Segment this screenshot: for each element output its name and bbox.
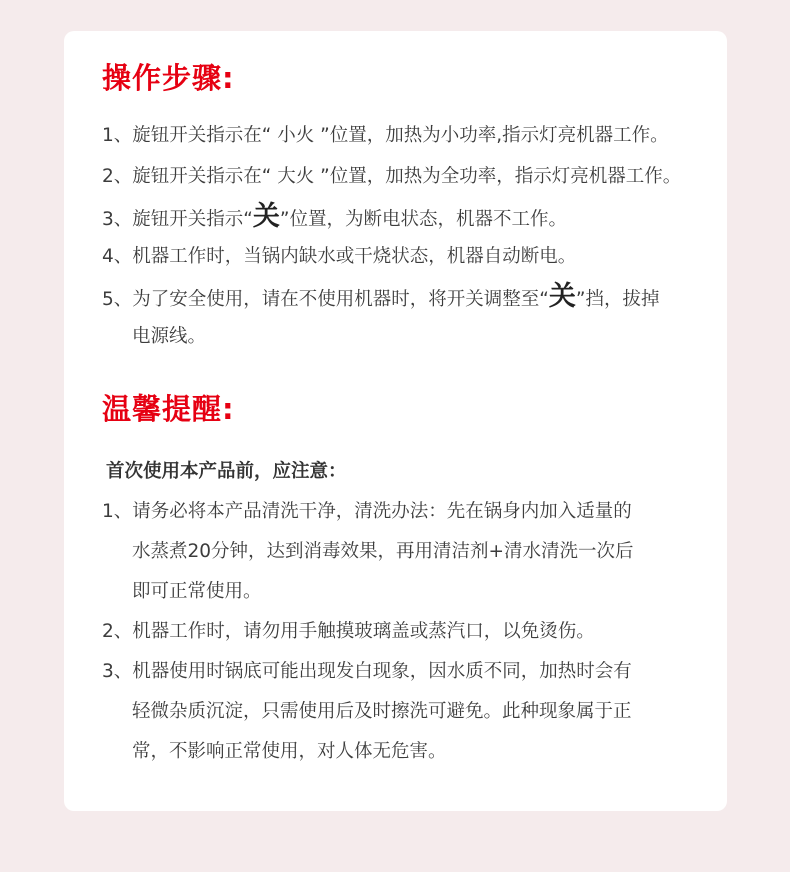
step-3-text-pre: 3、旋钮开关指示“ [102,209,253,230]
step-5-text-pre: 5、为了安全使用，请在不使用机器时，将开关调整至“ [102,289,549,310]
step-3-text-post: ”位置，为断电状态，机器不工作。 [279,209,567,230]
step-2-text: 2、旋钮开关指示在“ 大火 ”位置，加热为全功率，指示灯亮机器工作。 [102,166,682,187]
step-5-off-label: 关 [548,281,576,312]
tip-1-line-3: 即可正常使用。 [132,581,262,602]
tips-subtitle: 首次使用本产品前，应注意： [106,461,347,482]
step-item-2 [102,164,681,190]
instruction-card [64,31,727,811]
step-4-text: 4、机器工作时，当锅内缺水或干烧状态，机器自动断电。 [102,246,577,267]
tip-3-line-1: 3、机器使用时锅底可能出现发白现象，因水质不同，加热时会有 [102,661,632,682]
step-5-text-post: ”挡，拔掉 [575,289,660,310]
tip-1-line-2: 水蒸煮20分钟，达到消毒效果，再用清洁剂+清水清洗一次后 [132,541,634,562]
step-item-5 [102,281,660,313]
steps-heading: 操作步骤: [102,61,235,95]
tip-1-line-1: 1、请务必将本产品清洗干净，清洗办法：先在锅身内加入适量的 [102,501,632,522]
tips-heading: 温馨提醒: [102,392,235,426]
step-item-4 [102,244,576,270]
step-1-text: 1、旋钮开关指示在“ 小火 ”位置，加热为小功率,指示灯亮机器工作。 [102,125,669,146]
tip-2-line-1: 2、机器工作时，请勿用手触摸玻璃盖或蒸汽口，以免烫伤。 [102,621,595,642]
step-3-off-label: 关 [252,201,280,232]
tip-3-line-2: 轻微杂质沉淀，只需使用后及时擦洗可避免。此种现象属于正 [132,701,632,722]
step-item-3 [102,201,567,233]
step-item-1 [102,123,669,149]
tip-3-line-3: 常，不影响正常使用，对人体无危害。 [132,741,447,762]
step-item-5-continued: 电源线。 [132,326,207,347]
